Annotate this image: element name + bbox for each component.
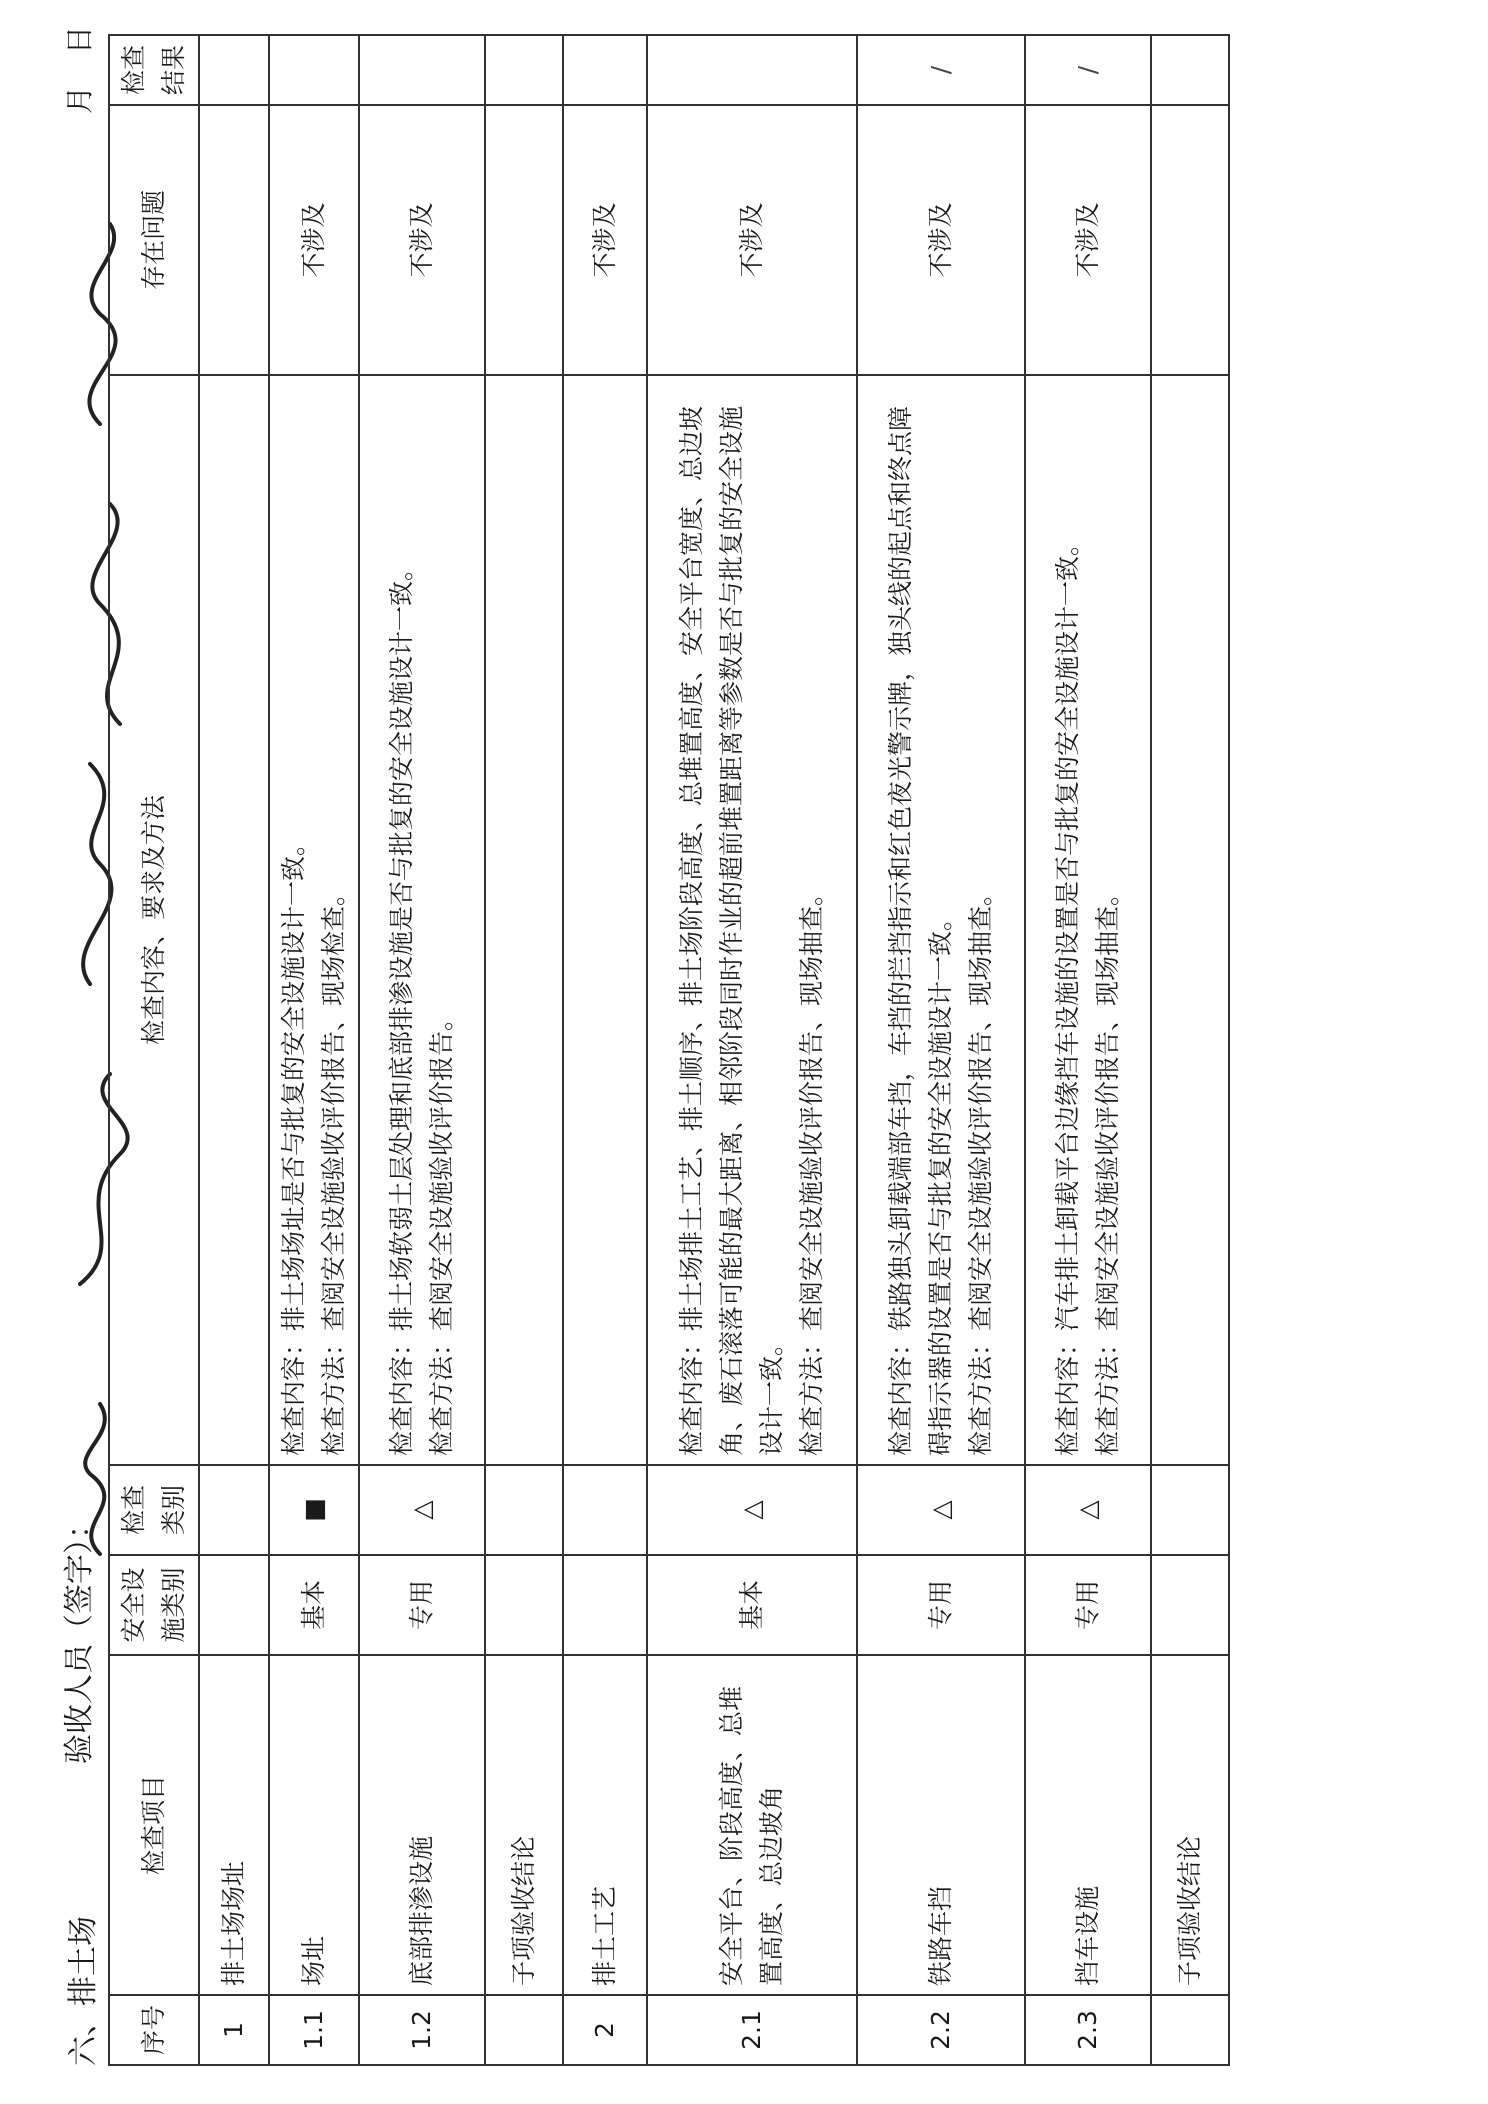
row-result: / xyxy=(857,35,1025,105)
row-method-text: 检查方法：查阅安全设施验收评价报告、现场抽查。 xyxy=(1093,880,1122,1456)
col-header-facility-type: 安全设施类别 xyxy=(109,1555,199,1655)
row-problem: 不涉及 xyxy=(269,105,359,375)
row-facility-type: 基本 xyxy=(269,1555,359,1655)
table-row-2-1 xyxy=(647,35,857,2065)
table-row-1-2 xyxy=(359,35,485,2065)
row-result xyxy=(647,35,857,105)
row-facility-type: 专用 xyxy=(857,1555,1025,1655)
row-problem: 不涉及 xyxy=(647,105,857,375)
row-problem: 不涉及 xyxy=(359,105,485,375)
table-row-2-2 xyxy=(857,35,1025,2065)
row-result: / xyxy=(1025,35,1151,105)
row-item: 排土场场址 xyxy=(199,1655,269,1995)
col-header-item: 检查项目 xyxy=(109,1655,199,1995)
table-row-1-1 xyxy=(269,35,359,2065)
signature-label: 验收人员（签字）： xyxy=(62,1509,97,1764)
row-item: 安全平台、阶段高度、总堆置高度、总边坡角 xyxy=(647,1655,857,1995)
row-method-text: 检查方法：查阅安全设施验收评价报告、现场抽查。 xyxy=(966,880,995,1456)
row-check-type: △ xyxy=(857,1465,1025,1555)
row-content xyxy=(359,375,485,1465)
table-row-group-2 xyxy=(563,35,647,2065)
row-method-text: 检查方法：查阅安全设施验收评价报告、现场抽查。 xyxy=(797,880,826,1456)
row-content-text: 检查内容：汽车排土卸载平台边缘挡车设施的设置是否与批复的安全设施设计一致。 xyxy=(1053,530,1082,1456)
col-header-check-type: 检查类别 xyxy=(109,1465,199,1555)
row-item: 挡车设施 xyxy=(1025,1655,1151,1995)
col-header-result: 检查结果 xyxy=(109,35,199,105)
table-header-row xyxy=(109,35,199,2065)
col-header-no: 序号 xyxy=(109,1995,199,2065)
row-method-text: 检查方法：查阅安全设施验收评价报告。 xyxy=(427,1005,456,1456)
row-content xyxy=(1025,375,1151,1465)
row-method-text: 检查方法：查阅安全设施验收评价报告、现场检查。 xyxy=(319,880,348,1456)
row-check-type: ■ xyxy=(269,1465,359,1555)
row-check-type: △ xyxy=(359,1465,485,1555)
date-month-label: 月 xyxy=(63,85,96,114)
row-no: 2 xyxy=(563,1995,647,2065)
row-item: 底部排渗设施 xyxy=(359,1655,485,1995)
row-content-text: 检查内容：铁路独头卸载端部车挡，车挡的拦挡指示和红色夜光警示牌，独头线的起点和终点障碍指示器的设置是否与批复的安全设施设计一致。 xyxy=(886,405,955,1456)
date-day-label: 日 xyxy=(63,25,96,54)
table-row-2-3 xyxy=(1025,35,1151,2065)
section-title: 六、排土场 xyxy=(66,1916,101,2066)
row-content xyxy=(269,375,359,1465)
row-content-text: 检查内容：排土场软弱土层处理和底部排渗设施是否与批复的安全设施设计一致。 xyxy=(387,555,416,1456)
row-check-type: △ xyxy=(647,1465,857,1555)
col-header-problem: 存在问题 xyxy=(109,105,199,375)
row-problem: 不涉及 xyxy=(1025,105,1151,375)
table-row-group-1 xyxy=(199,35,269,2065)
row-problem: 不涉及 xyxy=(563,105,647,375)
row-no: 2.3 xyxy=(1025,1995,1151,2065)
row-content-text: 检查内容：排土场场址是否与批复的安全设施设计一致。 xyxy=(279,830,308,1456)
row-no: 1.1 xyxy=(269,1995,359,2065)
row-no: 2.1 xyxy=(647,1995,857,2065)
table-row-conclusion-2 xyxy=(1151,35,1229,2065)
row-result xyxy=(359,35,485,105)
row-content-text: 检查内容：排土场排土工艺、排土顺序、排土场阶段高度、总堆置高度、安全平台宽度、总边坡角、废石滚落可能的最大距离、相邻阶段同时作业的超前堆置距离等参数是否与批复的安全设施设计一致。 xyxy=(677,405,786,1456)
row-facility-type: 专用 xyxy=(1025,1555,1151,1655)
row-item: 铁路车挡 xyxy=(857,1655,1025,1995)
row-no: 2.2 xyxy=(857,1995,1025,2065)
row-item: 排土工艺 xyxy=(563,1655,647,1995)
row-no: 1.2 xyxy=(359,1995,485,2065)
row-check-type: △ xyxy=(1025,1465,1151,1555)
inspection-table xyxy=(108,34,1230,2066)
col-header-content: 检查内容、要求及方法 xyxy=(109,375,199,1465)
row-no: 1 xyxy=(199,1995,269,2065)
row-content xyxy=(647,375,857,1465)
row-problem: 不涉及 xyxy=(857,105,1025,375)
table-row-conclusion-1 xyxy=(485,35,563,2065)
row-facility-type: 基本 xyxy=(647,1555,857,1655)
row-item: 子项验收结论 xyxy=(485,1655,563,1995)
row-content xyxy=(857,375,1025,1465)
row-item: 场址 xyxy=(269,1655,359,1995)
row-facility-type: 专用 xyxy=(359,1555,485,1655)
row-result xyxy=(269,35,359,105)
row-item: 子项验收结论 xyxy=(1151,1655,1229,1995)
